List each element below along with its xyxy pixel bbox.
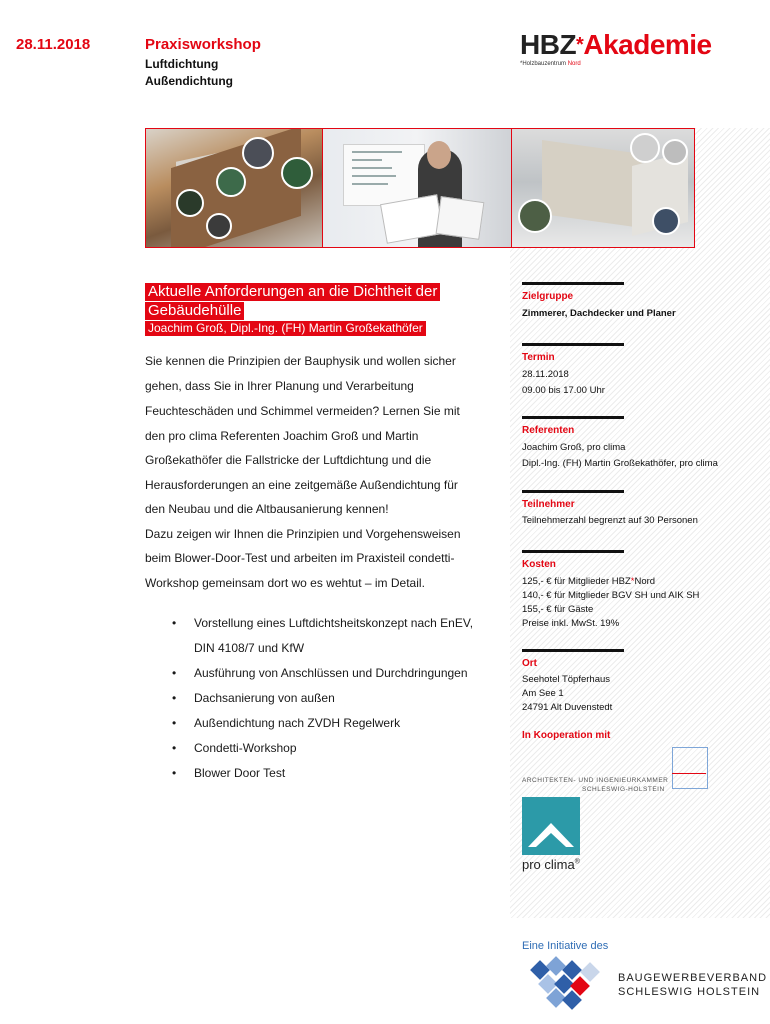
paragraph-line: Großekathöfer die Fallstricke der Luftdichtung und die bbox=[145, 453, 432, 467]
bullet-item-continued: DIN 4108/7 und KfW bbox=[194, 641, 305, 655]
kosten-line-1-nord: Nord bbox=[634, 576, 656, 587]
zielgruppe-heading: Zielgruppe bbox=[522, 291, 574, 302]
bullet-icon: • bbox=[172, 616, 177, 630]
termin-date: 28.11.2018 bbox=[522, 369, 569, 380]
bullet-item: Ausführung von Anschlüssen und Durchdringungen bbox=[194, 666, 468, 680]
paragraph-line: den pro clima Referenten Joachim Groß und Martin bbox=[145, 429, 419, 443]
projection-screen bbox=[343, 144, 425, 206]
termin-time: 09.00 bis 17.00 Uhr bbox=[522, 385, 605, 396]
section-divider bbox=[522, 649, 624, 652]
bgv-line-2: SCHLESWIG HOLSTEIN bbox=[618, 986, 761, 998]
bullet-item: Außendichtung nach ZVDH Regelwerk bbox=[194, 716, 401, 730]
section-divider bbox=[522, 282, 624, 285]
headline-line-1: Aktuelle Anforderungen an die Dichtheit der bbox=[145, 283, 440, 301]
teilnehmer-text: Teilnehmerzahl begrenzt auf 30 Personen bbox=[522, 515, 698, 526]
pro-clima-square bbox=[522, 797, 580, 855]
ak-logo-redline bbox=[672, 773, 706, 774]
pro-clima-logo bbox=[522, 797, 584, 875]
bullet-item: Dachsanierung von außen bbox=[194, 691, 335, 705]
paragraph-line: den Neubau und die Altbausanierung kennen! bbox=[145, 502, 389, 516]
bullet-item: Vorstellung eines Luftdichtsheitskonzept nach EnEV, bbox=[194, 616, 474, 630]
kosten-line-2: 140,- € für Mitglieder BGV SH und AIK SH bbox=[522, 590, 700, 601]
paragraph-line: Sie kennen die Prinzipien der Bauphysik und wollen sicher bbox=[145, 354, 456, 368]
bullet-icon: • bbox=[172, 691, 177, 705]
paragraph-line: Herausforderungen an eine zeitgemäße Außendichtung für bbox=[145, 478, 458, 492]
headline-line-2: Gebäudehülle bbox=[145, 302, 244, 320]
zielgruppe-text: Zimmerer, Dachdecker und Planer bbox=[522, 308, 676, 319]
event-title: Praxisworkshop bbox=[145, 36, 261, 53]
ort-line-2: Am See 1 bbox=[522, 688, 564, 699]
referenten-heading: Referenten bbox=[522, 425, 575, 436]
ak-logo-frame bbox=[672, 747, 708, 789]
wall-model-photo bbox=[512, 129, 694, 247]
paragraph-line: beim Blower-Door-Test und arbeiten im Praxisteil condetti- bbox=[145, 551, 455, 565]
logo-sub-nord: Nord bbox=[567, 61, 581, 67]
ort-heading: Ort bbox=[522, 658, 537, 669]
photo-strip bbox=[145, 128, 695, 248]
bullet-item: Condetti-Workshop bbox=[194, 741, 297, 755]
bullet-icon: • bbox=[172, 716, 177, 730]
logo-star: * bbox=[576, 34, 584, 56]
paragraph-line: Dazu zeigen wir Ihnen die Prinzipien und Vorgehensweisen bbox=[145, 527, 461, 541]
bgv-line-1: BAUGEWERBEVERBAND bbox=[618, 972, 768, 984]
kosten-line-1-star: * bbox=[630, 576, 635, 587]
kosten-line-4: Preise inkl. MwSt. 19% bbox=[522, 618, 620, 629]
kosten-line-1-text: 125,- € für Mitglieder HBZ bbox=[522, 576, 631, 587]
kooperation-heading: In Kooperation mit bbox=[522, 730, 611, 741]
logo-sub: *Holzbauzentrum bbox=[520, 61, 567, 67]
baugewerbeverband-logo-icon bbox=[527, 957, 607, 1009]
bullet-icon: • bbox=[172, 741, 177, 755]
presenter-photo bbox=[323, 129, 512, 247]
kosten-line-3: 155,- € für Gäste bbox=[522, 604, 594, 615]
hbz-akademie-logo bbox=[520, 30, 760, 67]
ak-logo-line-2: SCHLESWIG-HOLSTEIN bbox=[582, 786, 665, 793]
bullet-icon: • bbox=[172, 666, 177, 680]
event-date: 28.11.2018 bbox=[16, 36, 91, 53]
ort-line-1: Seehotel Töpferhaus bbox=[522, 674, 611, 685]
section-divider bbox=[522, 490, 624, 493]
bullet-item: Blower Door Test bbox=[194, 766, 286, 780]
teilnehmer-heading: Teilnehmer bbox=[522, 499, 575, 510]
bullet-icon: • bbox=[172, 766, 177, 780]
architektenkammer-logo bbox=[522, 747, 707, 793]
kosten-heading: Kosten bbox=[522, 559, 556, 570]
termin-heading: Termin bbox=[522, 352, 555, 363]
initiative-label: Eine Initiative des bbox=[522, 940, 609, 952]
logo-akademie: Akademie bbox=[583, 29, 712, 60]
pro-clima-text: pro clima bbox=[522, 857, 575, 872]
referent-2: Dipl.-Ing. (FH) Martin Großekathöfer, pro clima bbox=[522, 458, 718, 469]
roof-model-photo bbox=[146, 129, 323, 247]
section-divider bbox=[522, 416, 624, 419]
section-divider bbox=[522, 550, 624, 553]
ort-line-3: 24791 Alt Duvenstedt bbox=[522, 702, 613, 713]
paragraph-line: Workshop gemeinsam dort wo es wehtut – im Detail. bbox=[145, 576, 425, 590]
paragraph-line: gehen, dass Sie in Ihrer Planung und Verarbeitung bbox=[145, 379, 414, 393]
paragraph-line: Feuchteschäden und Schimmel vermeiden? Lernen Sie mit bbox=[145, 404, 460, 418]
speakers-line: Joachim Groß, Dipl.-Ing. (FH) Martin Großekathöfer bbox=[145, 321, 426, 336]
ak-logo-line-1: ARCHITEKTEN- UND INGENIEURKAMMER bbox=[522, 777, 669, 784]
event-subtitle-1: Luftdichtung bbox=[145, 57, 219, 71]
referent-1: Joachim Groß, pro clima bbox=[522, 442, 626, 453]
pro-clima-tm: ® bbox=[574, 858, 580, 866]
event-subtitle-2: Außendichtung bbox=[145, 74, 233, 88]
section-divider bbox=[522, 343, 624, 346]
logo-hbz: HBZ bbox=[520, 29, 577, 60]
kosten-line-1 bbox=[522, 576, 655, 587]
